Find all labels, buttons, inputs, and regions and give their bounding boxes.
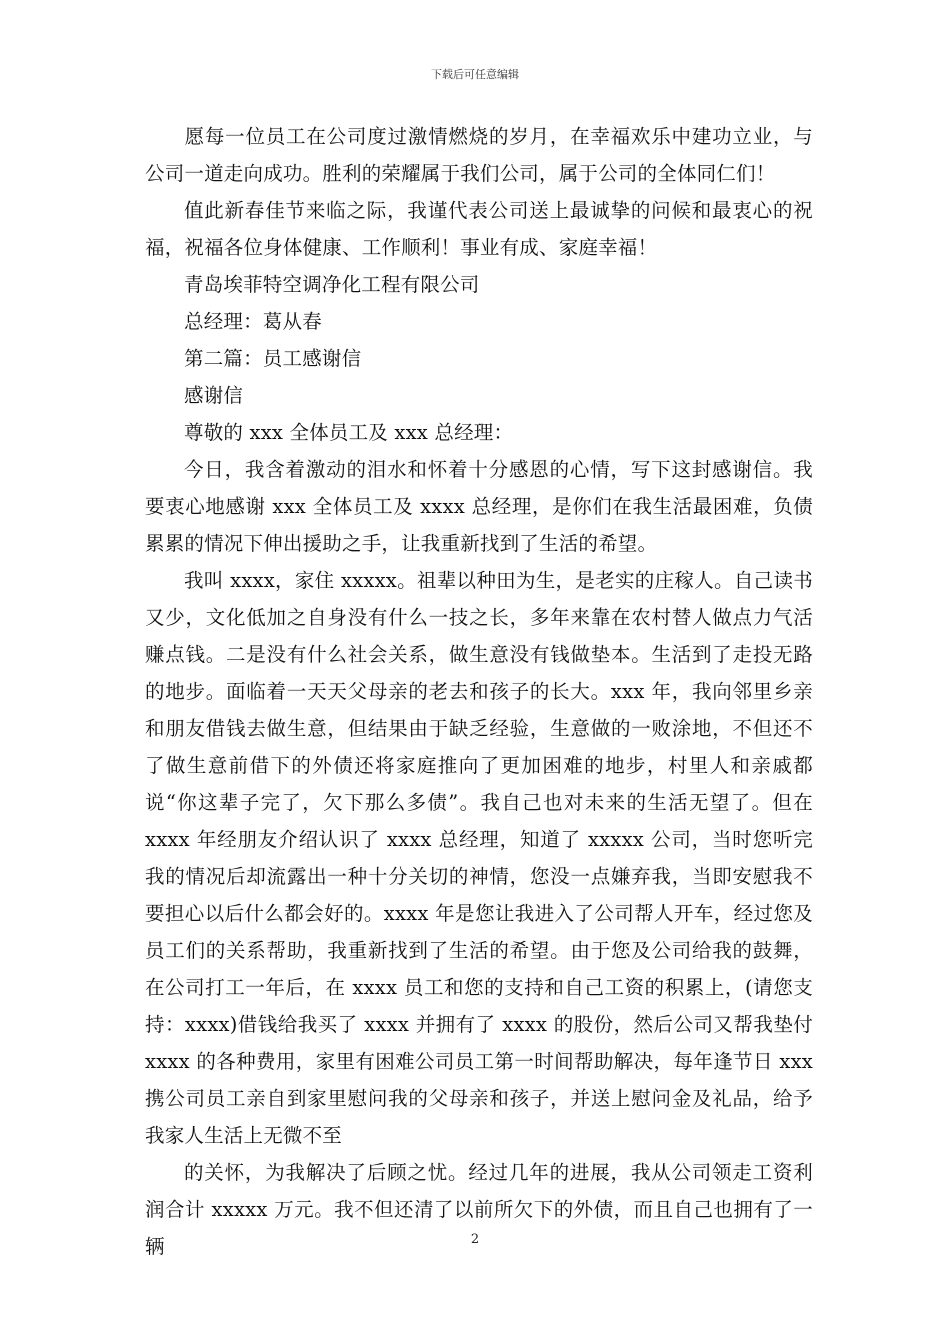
paragraph-continuation: 的关怀，为我解决了后顾之忧。经过几年的进展，我从公司领走工资利润合计 xxxxx 万元。我不但还清了以前所欠下的外债，而且自己也拥有了一辆 <box>145 1161 813 1258</box>
paragraph-wish <box>145 118 813 192</box>
letter-salutation: 尊敬的 xxx 全体员工及 xxx 总经理： <box>184 421 514 444</box>
page-header-note: 下载后可任意编辑 <box>431 68 519 81</box>
general-manager-signature: 总经理：葛从春 <box>184 310 322 333</box>
company-name: 青岛埃菲特空调净化工程有限公司 <box>184 273 480 296</box>
paragraph-gratitude: 今日，我含着激动的泪水和怀着十分感恩的心情，写下这封感谢信。我要衷心地感谢 xxx 全体员工及 xxxx 总经理，是你们在我生活最困难，负债累累的情况下伸出援助之手，让我重新找到了生活的希望。 <box>145 458 813 555</box>
paragraph-story: 我叫 xxxx，家住 xxxxx。祖辈以种田为生，是老实的庄稼人。自己读书又少，文化低加之自身没有什么一技之长，多年来靠在农村替人做点力气活赚点钱。二是没有什么社会关系，做生意没有钱做垫本。生活到了走投无路的地步。面临着一天天父母亲的老去和孩子的长大。xxx 年，我向邻里乡亲和朋友借钱去做生意，但结果由于缺乏经验，生意做的一败涂地，不但还不了做生意前借下的外债还将家庭推向了更加困难的地步，村里人和亲戚都说“你这辈子完了，欠下那么多债”。我自己也对未来的生活无望了。但在 xxxx 年经朋友介绍认识了 xxxx 总经理，知道了 xxxxx 公司，当时您听完我的情况后却流露出一种十分关切的神情，您没一点嫌弃我，当即安慰我不要担心以后什么都会好的。xxxx 年是您让我进入了公司帮人开车，经过您及员工们的关系帮助，我重新找到了生活的希望。由于您及公司给我的鼓舞，在公司打工一年后，在 xxxx 员工和您的支持和自己工资的积累上，(请您支持：xxxx)借钱给我买了 xxxx 并拥有了 xxxx 的股份，然后公司又帮我垫付 xxxx 的各种费用，家里有困难公司员工第一时间帮助解决，每年逢节日 xxx 携公司员工亲自到家里慰问我的父母亲和孩子，并送上慰问金及礼品，给予我家人生活上无微不至 <box>145 569 813 1147</box>
paragraph-wish-text: 愿每一位员工在公司度过激情燃烧的岁月，在幸福欢乐中建功立业，与公司一道走向成功。胜利的荣耀属于我们公司，属于公司的全体同仁们！ <box>145 125 813 185</box>
letter-title: 感谢信 <box>184 384 244 407</box>
document-body <box>145 118 813 1265</box>
page-number: 2 <box>470 1232 480 1247</box>
section-title: 第二篇：员工感谢信 <box>184 347 362 370</box>
paragraph-new-year-greeting: 值此新春佳节来临之际，我谨代表公司送上最诚挚的问候和最衷心的祝福，祝福各位身体健康、工作顺利！事业有成、家庭幸福！ <box>145 199 813 259</box>
